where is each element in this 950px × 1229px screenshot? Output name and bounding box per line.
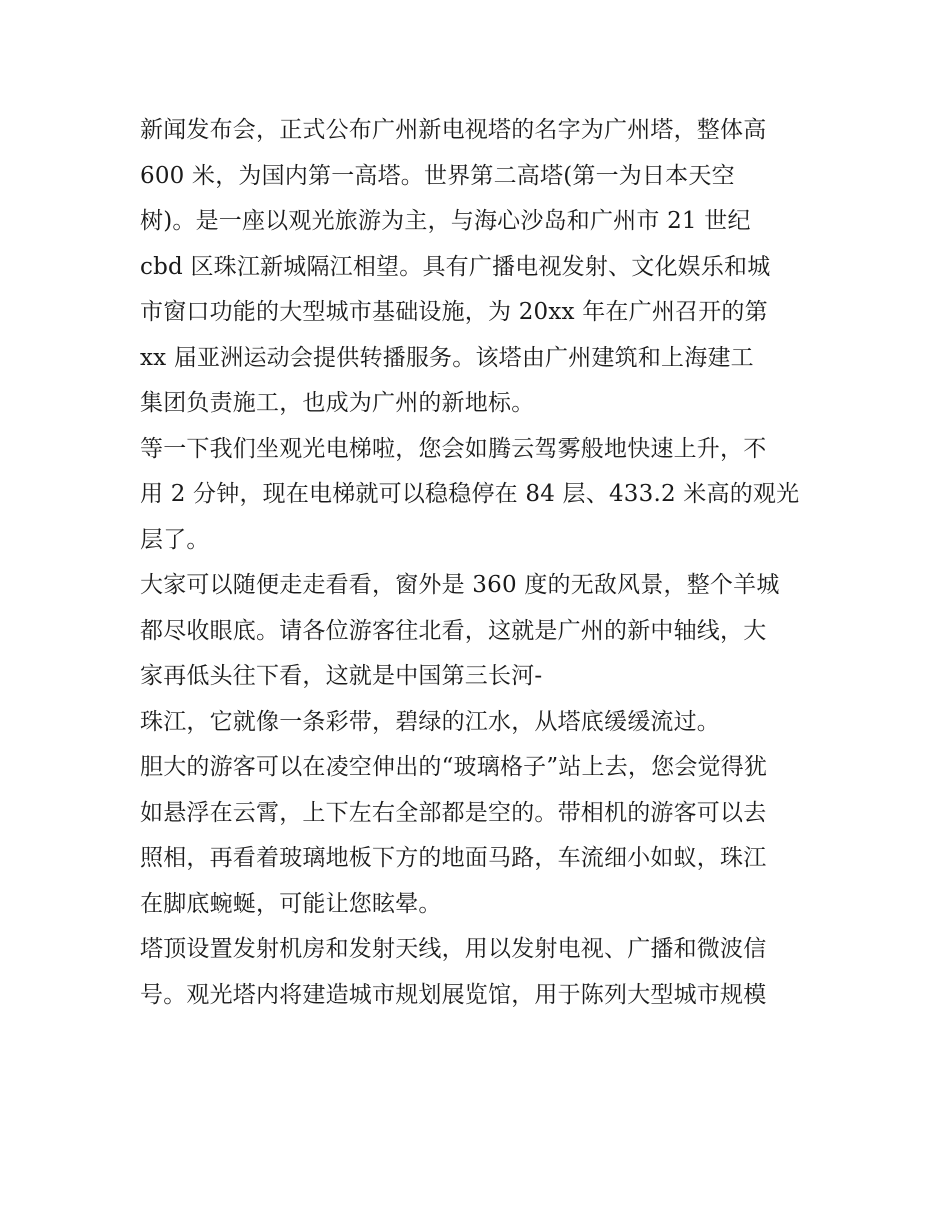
text-line: 市窗口功能的大型城市基础设施，为 20xx 年在广州召开的第: [140, 299, 768, 325]
text-line: 新闻发布会，正式公布广州新电视塔的名字为广州塔，整体高: [140, 117, 767, 143]
paragraph-glass-floor: [140, 745, 820, 927]
text-line: 塔顶设置发射机房和发射天线，用以发射电视、广播和微波信: [140, 936, 767, 962]
text-line: 家再低头往下看，这就是中国第三长河-: [140, 663, 543, 689]
text-line: 树)。是一座以观光旅游为主，与海心沙岛和广州市 21 世纪: [140, 208, 751, 234]
text-line: 珠江，它就像一条彩带，碧绿的江水，从塔底缓缓流过。: [140, 708, 720, 735]
text-line: 层了。: [140, 526, 210, 553]
document-page: [140, 108, 820, 1018]
text-line: 大家可以随便走走看看，窗外是 360 度的无敌风景，整个羊城: [140, 572, 780, 598]
text-line: 用 2 分钟，现在电梯就可以稳稳停在 84 层、433.2 米高的观光: [140, 481, 800, 507]
text-line: 等一下我们坐观光电梯啦，您会如腾云驾雾般地快速上升，不: [140, 435, 767, 462]
text-line: 在脚底蜿蜒，可能让您眩晕。: [140, 890, 442, 917]
paragraph-elevator: [140, 427, 820, 564]
text-line: 胆大的游客可以在凌空伸出的“玻璃格子”站上去，您会觉得犹: [140, 754, 768, 780]
paragraph-transmitter: [140, 927, 820, 1018]
text-line: 都尽收眼底。请各位游客往北看，这就是广州的新中轴线，大: [140, 617, 767, 644]
paragraph-tower-intro: [140, 108, 820, 427]
text-line: 集团负责施工，也成为广州的新地标。: [140, 390, 535, 416]
text-line: 号。观光塔内将建造城市规划展览馆，用于陈列大型城市规模: [140, 981, 767, 1008]
text-line: 如悬浮在云霄，上下左右全部都是空的。带相机的游客可以去: [140, 799, 767, 826]
text-line: xx 届亚洲运动会提供转播服务。该塔由广州建筑和上海建工: [140, 344, 754, 371]
text-line: cbd 区珠江新城隔江相望。具有广播电视发射、文化娱乐和城: [140, 253, 771, 280]
paragraph-view: [140, 563, 820, 745]
text-line: 照相，再看着玻璃地板下方的地面马路，车流细小如蚁，珠江: [140, 845, 767, 871]
text-line: 600 米，为国内第一高塔。世界第二高塔(第一为日本天空: [140, 162, 735, 189]
